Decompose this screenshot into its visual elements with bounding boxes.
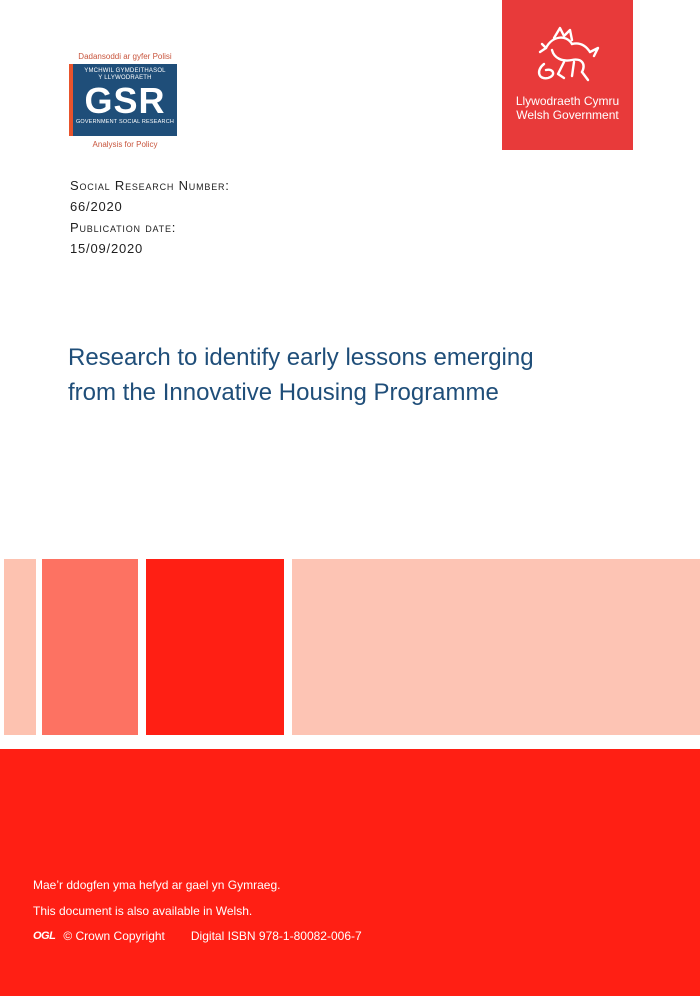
english-language-notice: This document is also available in Welsh. bbox=[33, 904, 253, 918]
research-number-label: Social Research Number: bbox=[70, 178, 230, 193]
crown-copyright: © Crown Copyright bbox=[63, 929, 165, 943]
decorative-block-4 bbox=[292, 559, 700, 735]
title-line-1: Research to identify early lessons emerging bbox=[68, 344, 534, 371]
decorative-block-2 bbox=[42, 559, 138, 735]
publication-meta bbox=[70, 175, 230, 259]
decorative-block-3 bbox=[146, 559, 284, 735]
title-line-2: from the Innovative Housing Programme bbox=[68, 379, 499, 406]
publication-date-label: Publication date: bbox=[70, 220, 177, 235]
gsr-english-name: GOVERNMENT SOCIAL RESEARCH bbox=[75, 119, 175, 125]
wg-logo-text bbox=[502, 94, 633, 122]
wg-name-english: Welsh Government bbox=[516, 108, 619, 122]
research-number-value: 66/2020 bbox=[70, 199, 123, 214]
gsr-welsh-name: YMCHWIL GYMDEITHASOL Y LLYWODRAETH bbox=[84, 68, 166, 81]
publication-date-value: 15/09/2020 bbox=[70, 241, 144, 256]
gsr-logo bbox=[60, 52, 190, 152]
document-title bbox=[68, 340, 628, 410]
copyright-row bbox=[33, 929, 362, 943]
dragon-icon bbox=[532, 24, 604, 86]
gsr-logo-box bbox=[69, 64, 177, 136]
gsr-english-tagline: Analysis for Policy bbox=[92, 140, 158, 149]
gsr-mark: GSR bbox=[84, 80, 166, 121]
welsh-government-logo bbox=[502, 0, 633, 150]
gsr-welsh-tagline: Dadansoddi ar gyfer Polisi bbox=[78, 52, 172, 61]
isbn: Digital ISBN 978-1-80082-006-7 bbox=[190, 929, 362, 943]
welsh-language-notice: Mae’r ddogfen yma hefyd ar gael yn Gymraeg. bbox=[33, 878, 281, 892]
decorative-block-1 bbox=[4, 559, 36, 735]
wg-name-welsh: Llywodraeth Cymru bbox=[515, 94, 620, 108]
ogl-logo-icon: OGL bbox=[33, 930, 56, 942]
footer-band bbox=[0, 749, 700, 996]
